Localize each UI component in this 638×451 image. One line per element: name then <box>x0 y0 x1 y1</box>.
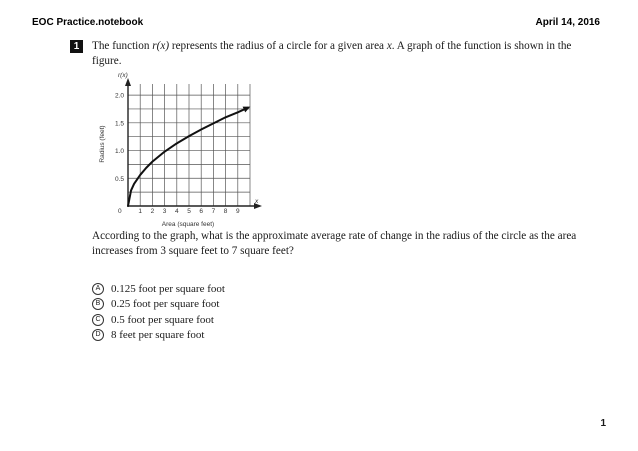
grid <box>128 84 250 206</box>
x-tick-label: 4 <box>174 208 179 215</box>
question-followup: According to the graph, what is the approximate average rate of change in the radius of the circle as the area increases from 3 square feet to 7 square feet? <box>92 230 577 257</box>
choice-b[interactable] <box>92 297 225 313</box>
y-tick-label: 0.5 <box>114 175 124 183</box>
answer-choices <box>92 281 225 343</box>
x-tick-label: 3 <box>162 208 167 215</box>
choice-a[interactable] <box>92 281 225 297</box>
x-tick-label: 7 <box>211 208 216 215</box>
choice-b-text: 0.25 foot per square foot <box>111 298 220 311</box>
variable-name: x <box>386 40 392 52</box>
question-text-part: . A graph of the function is shown in the figure. <box>92 40 572 67</box>
axes <box>125 78 262 209</box>
choice-a-text: 0.125 foot per square foot <box>111 282 225 295</box>
choice-d[interactable] <box>92 328 225 344</box>
x-tick-label: 2 <box>150 208 155 215</box>
origin-label: 0 <box>118 208 122 215</box>
y-tick-label: 1.0 <box>114 148 124 156</box>
x-axis-label: Area (square feet) <box>161 221 215 228</box>
header-date: April 14, 2016 <box>535 17 600 28</box>
y-axis-top-label: r(x) <box>118 72 128 79</box>
y-axis-arrow-icon <box>125 78 131 86</box>
question-number: 1 <box>70 40 83 53</box>
choice-d-bubble[interactable]: D <box>92 329 104 341</box>
x-tick-label: 1 <box>138 208 143 215</box>
choice-c[interactable] <box>92 312 225 328</box>
question-text-part: The function <box>92 40 153 52</box>
x-axis-var-label: x <box>255 198 259 205</box>
notebook-title: EOC Practice.notebook <box>32 17 144 28</box>
question-text-part: represents the radius of a circle for a given area <box>169 40 387 52</box>
choice-b-bubble[interactable]: B <box>92 298 104 310</box>
y-tick-label: 1.5 <box>114 120 124 128</box>
choice-c-bubble[interactable]: C <box>92 314 104 326</box>
x-tick-label: 8 <box>223 208 228 215</box>
question-text <box>92 39 592 69</box>
x-tick-label: 9 <box>235 208 240 215</box>
choice-d-text: 8 feet per square foot <box>111 329 205 342</box>
x-tick-labels <box>138 208 240 215</box>
y-axis-label: Radius (feet) <box>99 125 106 163</box>
function-name: r(x) <box>152 40 170 52</box>
y-tick-labels <box>115 93 124 183</box>
x-tick-label: 6 <box>199 208 204 215</box>
y-tick-label: 2.0 <box>114 92 124 100</box>
choice-a-bubble[interactable]: A <box>92 283 104 295</box>
radius-graph <box>92 70 272 230</box>
page-number: 1 <box>600 418 606 429</box>
choice-c-text: 0.5 foot per square foot <box>111 313 214 326</box>
x-tick-label: 5 <box>187 208 191 215</box>
